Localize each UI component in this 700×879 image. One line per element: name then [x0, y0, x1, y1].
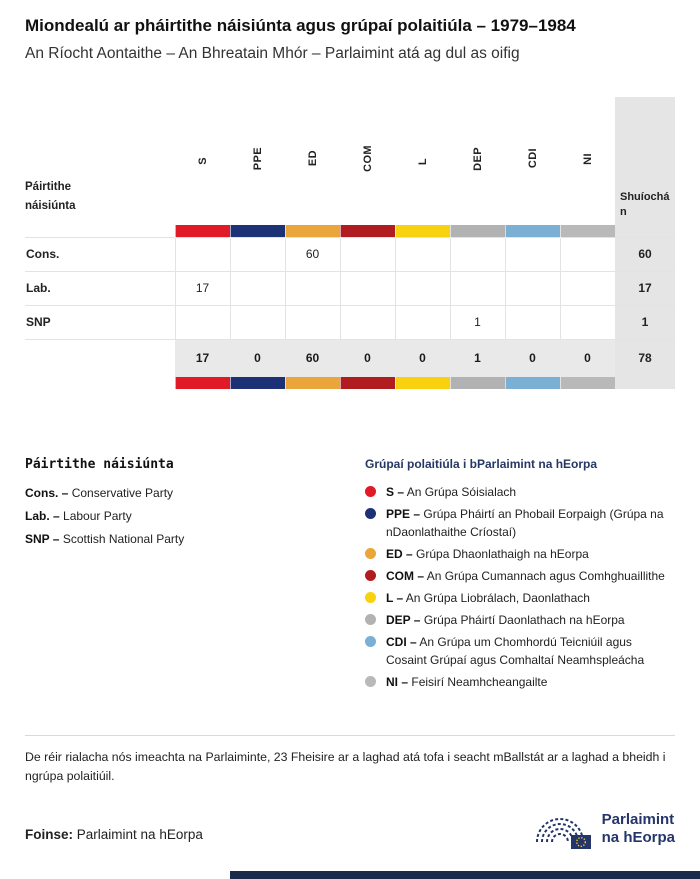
group-color-band: [395, 377, 450, 389]
legend-party-item: Lab. – Labour Party: [25, 509, 132, 523]
footer-note: De réir rialacha nós imeachta na Parlaiminte, 23 Fheisire ar a laghad atá tofa i seacht mBallstát ar a laghad a bheidh i ngrúpa polaitiúil.: [25, 750, 666, 784]
table-left-header: [25, 97, 175, 225]
seat-cell: [395, 271, 450, 305]
group-color-dot: [365, 592, 376, 603]
group-color-band: [285, 225, 340, 237]
table-row-snp: [25, 305, 675, 339]
seats-header: Shuíochá n: [615, 97, 675, 225]
group-color-dot: [365, 570, 376, 581]
group-color-band: [230, 377, 285, 389]
seat-cell: 1: [450, 305, 505, 339]
total-cell: 17: [175, 339, 230, 377]
party-label: SNP: [25, 305, 175, 339]
seat-cell: [560, 271, 615, 305]
group-header-com: COM: [361, 145, 374, 172]
group-color-band: [175, 377, 230, 389]
table-row-lab: [25, 271, 675, 305]
seat-cell: [340, 305, 395, 339]
seat-cell: [505, 305, 560, 339]
seat-cell: [230, 305, 285, 339]
table-totals-row: [25, 339, 675, 377]
color-band-row-top: [25, 225, 675, 237]
legend-group-item: S – An Grúpa Sóisialach: [365, 483, 675, 501]
legend-group-item: L – An Grúpa Liobrálach, Daonlathach: [365, 589, 675, 607]
total-cell: 0: [505, 339, 560, 377]
legend-political-groups: [365, 457, 675, 695]
seat-cell: [395, 237, 450, 271]
group-color-dot: [365, 614, 376, 625]
seat-cell: 60: [285, 237, 340, 271]
group-header-cdi: CDI: [526, 148, 539, 169]
seat-cell: [450, 237, 505, 271]
source-row: [25, 808, 675, 850]
group-header-ppe: PPE: [251, 146, 264, 171]
legend-parties-title: Páirtithe náisiúnta: [25, 457, 174, 472]
legend-party-item: Cons. – Conservative Party: [25, 486, 174, 500]
total-cell: 0: [340, 339, 395, 377]
seats-total-cell: 60: [615, 237, 675, 271]
seat-cell: [560, 305, 615, 339]
seat-cell: [285, 305, 340, 339]
seat-cell: [505, 271, 560, 305]
seat-cell: [450, 271, 505, 305]
group-header-l: L: [416, 157, 429, 165]
seat-cell: [230, 237, 285, 271]
group-header-ed: ED: [306, 150, 319, 167]
seat-cell: [175, 305, 230, 339]
grand-total-cell: 78: [615, 339, 675, 377]
group-color-band: [340, 377, 395, 389]
group-color-band: [560, 377, 615, 389]
total-cell: 0: [395, 339, 450, 377]
legend-group-item: COM – An Grúpa Cumannach agus Comhghuaillithe: [365, 567, 675, 585]
legend-section: [25, 457, 675, 695]
group-header-dep: DEP: [471, 146, 484, 171]
legend-group-item: DEP – Grúpa Pháirtí Daonlathach na hEorpa: [365, 611, 675, 629]
footer-divider: [25, 735, 675, 736]
legend-group-item: CDI – An Grúpa um Chomhordú Teicniúil agus Cosaint Grúpaí agus Comhaltaí Neamhspleácha: [365, 633, 675, 669]
seats-total-cell: 1: [615, 305, 675, 339]
legend-group-item: NI – Feisirí Neamhcheangailte: [365, 673, 675, 691]
group-color-band: [450, 377, 505, 389]
seats-table: [25, 97, 675, 389]
seat-cell: [230, 271, 285, 305]
group-color-dot: [365, 636, 376, 647]
seat-cell: [395, 305, 450, 339]
party-label: Cons.: [25, 237, 175, 271]
group-color-band: [560, 225, 615, 237]
left-header-line: náisiúnta: [25, 200, 76, 213]
seat-cell: [175, 237, 230, 271]
legend-group-item: ED – Grúpa Dhaonlathaigh na hEorpa: [365, 545, 675, 563]
seat-cell: [285, 271, 340, 305]
legend-party-item: SNP – Scottish National Party: [25, 532, 185, 546]
group-color-band: [505, 225, 560, 237]
color-band-row-bottom: [25, 377, 675, 389]
group-color-band: [340, 225, 395, 237]
page-title: Miondealú ar pháirtithe náisiúnta agus grúpaí polaitiúla – 1979–1984: [25, 16, 576, 35]
group-color-dot: [365, 676, 376, 687]
logo-wordmark: Parlaimint na hEorpa: [601, 811, 675, 847]
seat-cell: [505, 237, 560, 271]
page-subtitle: An Ríocht Aontaithe – An Bhreatain Mhór – Parlaimint atá ag dul as oifig: [25, 45, 520, 62]
group-color-band: [395, 225, 450, 237]
seat-cell: [340, 271, 395, 305]
total-cell: 1: [450, 339, 505, 377]
group-color-dot: [365, 508, 376, 519]
group-color-band: [175, 225, 230, 237]
table-header-row: [25, 97, 675, 225]
group-color-band: [285, 377, 340, 389]
group-color-band: [230, 225, 285, 237]
total-cell: 0: [560, 339, 615, 377]
group-color-dot: [365, 486, 376, 497]
source-line: Foinse: Parlaimint na hEorpa: [25, 827, 203, 843]
group-header-ni: NI: [581, 153, 594, 165]
hemicycle-logo-icon: [534, 808, 592, 850]
total-cell: 60: [285, 339, 340, 377]
legend-national-parties: [25, 457, 365, 695]
group-color-band: [505, 377, 560, 389]
legend-group-item: PPE – Grúpa Pháirtí an Phobail Eorpaigh (Grúpa na nDaonlathaithe Críostaí): [365, 505, 675, 541]
seat-cell: [340, 237, 395, 271]
total-cell: 0: [230, 339, 285, 377]
group-color-dot: [365, 548, 376, 559]
european-parliament-logo: [534, 808, 675, 850]
table-row-cons: [25, 237, 675, 271]
left-header-line: Páirtithe: [25, 180, 72, 193]
group-header-s: S: [196, 157, 209, 165]
group-color-band: [450, 225, 505, 237]
seats-total-cell: 17: [615, 271, 675, 305]
legend-groups-title: Grúpaí polaitiúla i bParlaimint na hEorpa: [365, 457, 598, 471]
seat-cell: 17: [175, 271, 230, 305]
seat-cell: [560, 237, 615, 271]
bottom-decoration-bar: [230, 871, 700, 879]
party-label: Lab.: [25, 271, 175, 305]
